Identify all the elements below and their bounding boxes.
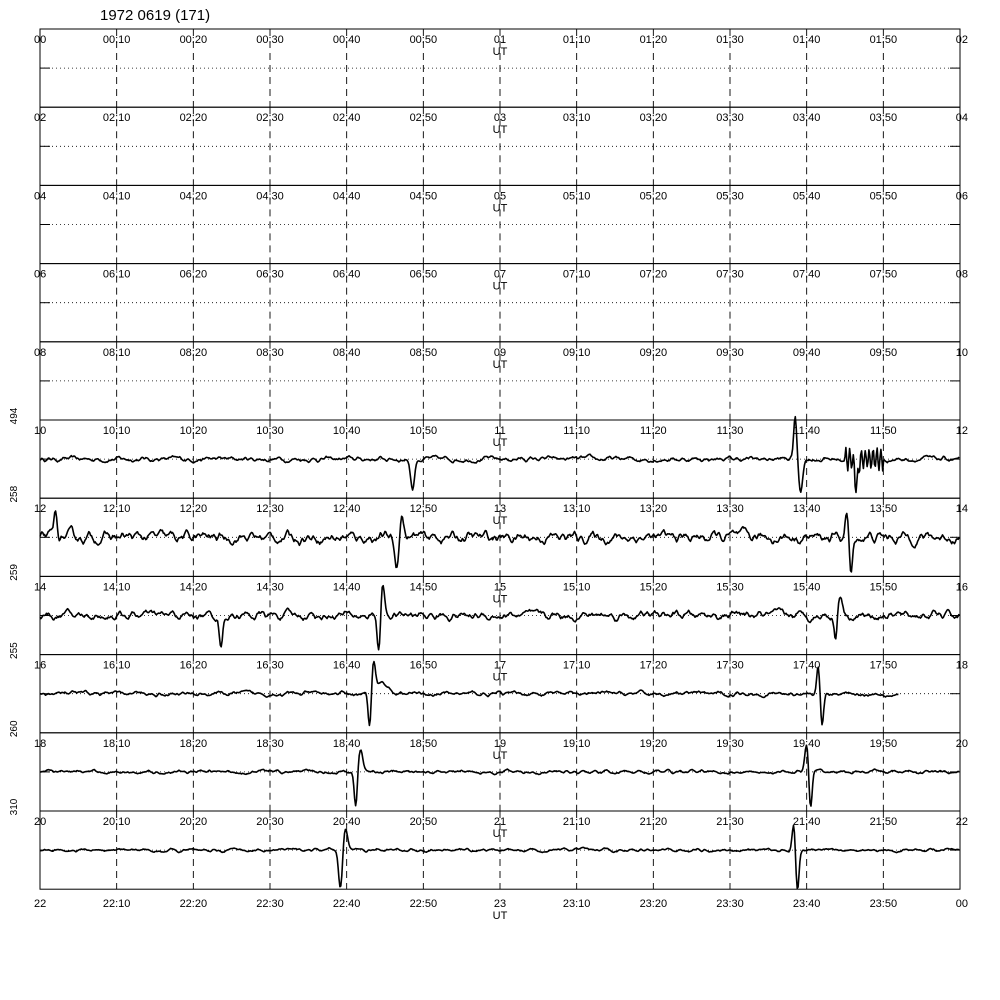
panel-tick-label: 13:30 (716, 503, 744, 516)
amplitude-label: 310 (9, 798, 20, 816)
panel-tick-label: 01:40 (792, 34, 821, 46)
panel-tick-label: 18:40 (332, 737, 361, 750)
bottom-tick-label: 23 (493, 898, 507, 911)
panel-tick-label: 03:10 (562, 112, 591, 125)
panel-tick-label: 18 (955, 659, 968, 672)
panel-tick-label: 20:10 (102, 816, 131, 828)
panel-tick-label: 04 (34, 190, 47, 203)
panel-tick-label: 02 (34, 112, 47, 125)
bottom-tick-label: 23:10 (562, 898, 591, 911)
panel-tick-label: 00:40 (332, 34, 361, 46)
bottom-tick-label: 23:40 (792, 898, 821, 911)
panel-14-16 (9, 564, 968, 655)
panel-tick-label: 16 (34, 659, 47, 672)
panel-tick-label: 16:10 (102, 659, 131, 672)
panel-tick-label: 18:10 (102, 737, 131, 750)
panel-tick-label: 04 (955, 112, 968, 125)
panel-tick-label: 18 (34, 737, 47, 750)
panel-tick-label: 04:50 (409, 190, 438, 203)
panel-tick-label: 05 (493, 190, 507, 203)
bottom-tick-label: 22:50 (409, 898, 438, 911)
panel-tick-label: 20:50 (409, 816, 438, 828)
ut-label: UT (492, 828, 508, 840)
panel-tick-label: 05:10 (562, 190, 591, 203)
panel-tick-label: 11:50 (869, 425, 897, 437)
panel-tick-label: 07:40 (792, 268, 821, 281)
panel-tick-label: 15:10 (562, 581, 591, 594)
panel-tick-label: 15:40 (792, 581, 821, 594)
ut-label: UT (492, 280, 508, 293)
panel-tick-label: 12:40 (332, 503, 361, 516)
panel-tick-label: 08 (34, 346, 47, 359)
panel-16-18 (9, 642, 968, 733)
panel-tick-label: 04:10 (102, 190, 131, 203)
panel-tick-label: 10:50 (409, 425, 438, 437)
panel-tick-label: 09:50 (869, 346, 898, 359)
panel-tick-label: 11:20 (639, 425, 667, 437)
panel-tick-label: 00:50 (409, 34, 438, 46)
panel-tick-label: 12:20 (179, 503, 208, 516)
panel-tick-label: 19:30 (716, 737, 744, 750)
panel-tick-label: 21:50 (869, 816, 898, 828)
panel-tick-label: 07:30 (716, 268, 744, 281)
ut-label: UT (492, 437, 508, 449)
panel-tick-label: 11 (494, 425, 506, 437)
amplitude-label: 258 (9, 485, 20, 503)
panel-tick-label: 03:20 (639, 112, 668, 125)
panel-tick-label: 02:30 (256, 112, 284, 125)
panel-tick-label: 18:20 (179, 737, 208, 750)
panels-group (9, 29, 968, 889)
panel-tick-label: 02:40 (332, 112, 361, 125)
panel-tick-label: 14 (34, 581, 47, 594)
panel-tick-label: 12 (955, 425, 968, 437)
panel-tick-label: 14:40 (332, 581, 361, 594)
ut-label: UT (492, 671, 508, 684)
panel-tick-label: 04:30 (256, 190, 284, 203)
panel-tick-label: 01:30 (716, 34, 744, 46)
bottom-axis (34, 898, 968, 922)
panel-tick-label: 11:40 (793, 425, 821, 437)
panel-tick-label: 13:20 (639, 503, 668, 516)
panel-tick-label: 15 (493, 581, 507, 594)
panel-tick-label: 03:50 (869, 112, 898, 125)
panel-tick-label: 21 (493, 816, 507, 828)
panel-tick-label: 19:40 (792, 737, 821, 750)
panel-10-12 (9, 407, 968, 498)
panel-tick-label: 14:50 (409, 581, 438, 594)
panel-tick-label: 13:50 (869, 503, 898, 516)
bottom-tick-label: 23:30 (716, 898, 744, 911)
panel-tick-label: 10:20 (179, 425, 208, 437)
panel-tick-label: 10:30 (256, 425, 284, 437)
panel-tick-label: 19:10 (562, 737, 591, 750)
panel-tick-label: 01:50 (869, 34, 898, 46)
panel-tick-label: 03:40 (792, 112, 821, 125)
panel-tick-label: 05:50 (869, 190, 898, 203)
panel-tick-label: 08:20 (179, 346, 208, 359)
panel-tick-label: 11:10 (563, 425, 591, 437)
panel-tick-label: 01 (493, 34, 507, 46)
panel-tick-label: 09:40 (792, 346, 821, 359)
panel-tick-label: 02:20 (179, 112, 208, 125)
panel-tick-label: 22 (955, 816, 968, 828)
bottom-tick-label: 23:20 (639, 898, 668, 911)
panel-tick-label: 04:40 (332, 190, 361, 203)
panel-tick-label: 16:50 (409, 659, 438, 672)
panel-tick-label: 16 (955, 581, 968, 594)
panel-tick-label: 18:50 (409, 737, 438, 750)
panel-tick-label: 17 (493, 659, 507, 672)
panel-tick-label: 12:30 (256, 503, 284, 516)
panel-tick-label: 20 (34, 816, 47, 828)
bottom-tick-label: 22:10 (102, 898, 131, 911)
ut-label: UT (492, 749, 508, 762)
ut-label: UT (492, 124, 508, 137)
panel-tick-label: 17:50 (869, 659, 898, 672)
panel-tick-label: 10 (34, 425, 47, 437)
panel-tick-label: 12:50 (409, 503, 438, 516)
panel-tick-label: 21:40 (792, 816, 821, 828)
panel-tick-label: 13:40 (792, 503, 821, 516)
panel-tick-label: 06 (955, 190, 968, 203)
amplitude-label: 260 (9, 720, 20, 738)
panel-tick-label: 08:30 (256, 346, 284, 359)
chart-title: 1972 0619 (171) (100, 7, 211, 24)
bottom-ut-label: UT (492, 910, 508, 923)
panel-tick-label: 13 (493, 503, 507, 516)
panel-tick-label: 14:30 (256, 581, 284, 594)
panel-tick-label: 00:10 (102, 34, 131, 46)
panel-tick-label: 14 (955, 503, 968, 516)
ut-label: UT (492, 593, 508, 606)
panel-02-04 (34, 107, 968, 185)
panel-tick-label: 02 (955, 34, 968, 46)
panel-tick-label: 00:20 (179, 34, 208, 46)
panel-tick-label: 01:10 (562, 34, 591, 46)
panel-tick-label: 18:30 (256, 737, 284, 750)
panel-tick-label: 00:30 (256, 34, 284, 46)
panel-tick-label: 17:20 (639, 659, 668, 672)
panel-tick-label: 14:20 (179, 581, 208, 594)
panel-tick-label: 07:10 (562, 268, 591, 281)
bottom-tick-label: 22:20 (179, 898, 208, 911)
panel-tick-label: 09 (493, 346, 507, 359)
amplitude-label: 259 (9, 564, 20, 581)
panel-tick-label: 06:50 (409, 268, 438, 281)
panel-00-02 (34, 29, 968, 107)
panel-tick-label: 19:50 (869, 737, 898, 750)
panel-tick-label: 09:30 (716, 346, 744, 359)
ut-label: UT (492, 46, 508, 58)
panel-tick-label: 02:10 (102, 112, 131, 125)
panel-tick-label: 08:40 (332, 346, 361, 359)
panel-tick-label: 20:30 (256, 816, 284, 828)
panel-tick-label: 06:10 (102, 268, 131, 281)
panel-tick-label: 10 (955, 346, 968, 359)
panel-tick-label: 15:50 (869, 581, 898, 594)
ut-label: UT (492, 202, 508, 215)
bottom-tick-label: 23:50 (869, 898, 898, 911)
panel-tick-label: 19:20 (639, 737, 668, 750)
panel-tick-label: 20:40 (332, 816, 361, 828)
ut-label: UT (492, 358, 508, 371)
panel-08-10 (34, 342, 968, 420)
panel-tick-label: 16:40 (332, 659, 361, 672)
panel-20-22 (9, 798, 968, 889)
panel-tick-label: 08 (955, 268, 968, 281)
amplitude-label: 494 (9, 407, 20, 425)
panel-tick-label: 00 (34, 34, 47, 46)
panel-tick-label: 06 (34, 268, 47, 281)
panel-tick-label: 09:20 (639, 346, 668, 359)
panel-04-06 (34, 185, 968, 263)
panel-tick-label: 03:30 (716, 112, 744, 125)
bottom-tick-label: 22:30 (256, 898, 284, 911)
panel-tick-label: 06:40 (332, 268, 361, 281)
panel-tick-label: 17:10 (562, 659, 591, 672)
panel-tick-label: 21:10 (562, 816, 591, 828)
panel-tick-label: 20 (955, 737, 968, 750)
panel-tick-label: 07:50 (869, 268, 898, 281)
panel-tick-label: 20:20 (179, 816, 208, 828)
bottom-tick-label: 22 (34, 898, 47, 911)
panel-tick-label: 05:20 (639, 190, 668, 203)
panel-tick-label: 04:20 (179, 190, 208, 203)
panel-tick-label: 10:40 (332, 425, 361, 437)
panel-tick-label: 21:20 (639, 816, 668, 828)
amplitude-label: 255 (9, 642, 20, 659)
bottom-tick-label: 22:40 (332, 898, 361, 911)
panel-tick-label: 06:20 (179, 268, 208, 281)
panel-18-20 (9, 720, 968, 811)
panel-tick-label: 01:20 (639, 34, 668, 46)
panel-tick-label: 08:10 (102, 346, 131, 359)
panel-tick-label: 14:10 (102, 581, 131, 594)
ut-label: UT (492, 515, 508, 528)
panel-tick-label: 12:10 (102, 503, 131, 516)
panel-tick-label: 10:10 (102, 425, 131, 437)
panel-tick-label: 15:20 (639, 581, 668, 594)
panel-tick-label: 15:30 (716, 581, 744, 594)
panel-tick-label: 19 (493, 737, 507, 750)
panel-tick-label: 21:30 (716, 816, 744, 828)
panel-tick-label: 17:40 (792, 659, 821, 672)
panel-tick-label: 08:50 (409, 346, 438, 359)
panel-tick-label: 02:50 (409, 112, 438, 125)
panel-tick-label: 17:30 (716, 659, 744, 672)
panel-12-14 (9, 485, 968, 576)
panel-tick-label: 07 (493, 268, 507, 281)
panel-tick-label: 07:20 (639, 268, 668, 281)
panel-tick-label: 03 (493, 112, 507, 125)
bottom-tick-label: 00 (955, 898, 968, 911)
panel-tick-label: 05:40 (792, 190, 821, 203)
panel-tick-label: 16:20 (179, 659, 208, 672)
panel-tick-label: 09:10 (562, 346, 591, 359)
panel-tick-label: 13:10 (562, 503, 591, 516)
panel-06-08 (34, 264, 968, 342)
panel-tick-label: 12 (34, 503, 47, 516)
panel-tick-label: 06:30 (256, 268, 284, 281)
panel-tick-label: 05:30 (716, 190, 744, 203)
panel-tick-label: 11:30 (716, 425, 744, 437)
panel-tick-label: 16:30 (256, 659, 284, 672)
